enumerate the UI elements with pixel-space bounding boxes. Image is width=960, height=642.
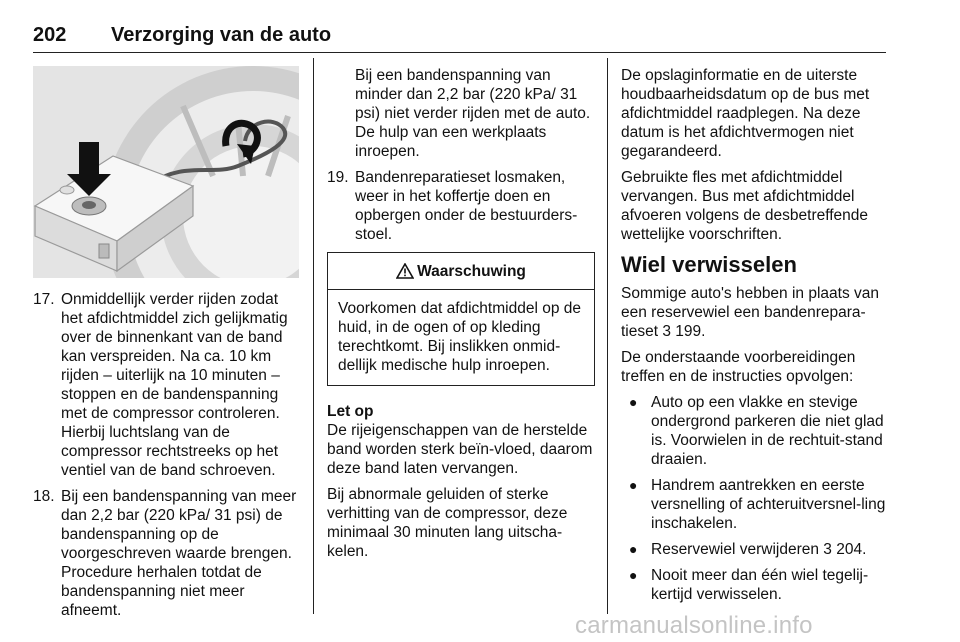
page-header [33,22,886,53]
warning-triangle-icon [396,263,414,279]
list-item [621,566,888,604]
warning-header [328,253,594,290]
column-divider [607,58,608,614]
note-title: Let op [327,403,374,420]
warning-title: Waarschuwing [417,262,526,280]
disposal-paragraph: Gebruikte fles met afdichtmiddel vervangen. Bus met afdichtmiddel afvoeren volgens de desbetreffende wettelijke voorschriften. [621,169,869,243]
step-19 [327,168,595,244]
step-number: 18. [33,488,55,505]
watermark: carmanualsonline.info [575,612,813,639]
column-middle [327,66,595,568]
step-number: 17. [33,291,55,308]
page-number: 202 [33,24,67,46]
step-18 [33,487,299,620]
warning-box [327,252,595,386]
step-text: Onmiddellijk verder rijden zodat het afdichtmiddel zich gelijkmatig over de binnenkant van de band kan verspreiden. Na ca. 10 km rijden – uiterlijk na 10 minuten – stoppen en de bandenspanning met de compressor controleren. Hierbij luchtslang van de compressor rechtstreeks op het ventiel van de band schroeven. [61,291,288,479]
step-17 [33,290,299,480]
list-item-text: Nooit meer dan één wiel tegelij-kertijd verwisselen. [651,567,869,603]
step-text: Bandenreparatieset losmaken, weer in het koffertje doen en opbergen onder de bestuurders-stoel. [355,169,578,243]
section-heading: Wiel verwisselen [621,252,797,277]
preparation-paragraph: De onderstaande voorbereidingen treffen en de instructies opvolgen: [621,349,856,385]
list-item [621,393,888,469]
compressor-illustration [33,66,299,278]
bullet-icon: ● [629,541,638,557]
bullet-icon: ● [629,394,638,410]
list-item [621,476,888,533]
column-right [621,66,888,611]
note-text: De rijeigenschappen van de herstelde band worden sterk beïn-vloed, daarom deze band laten vervangen. [327,422,593,477]
intro-paragraph: Sommige auto's hebben in plaats van een reservewiel een bandenrepara-tieset 3 199. [621,285,880,340]
step-number: 19. [327,169,349,186]
bullet-icon: ● [629,477,638,493]
step-text: Bij een bandenspanning van meer dan 2,2 bar (220 kPa/ 31 psi) de bandenspanning op de voorgeschreven waarde brengen. Procedure herhalen totdat de bandenspanning niet meer afneemt. [61,488,297,619]
list-item [621,540,888,559]
bullet-icon: ● [629,567,638,583]
list-item-text: Handrem aantrekken en eerste versnelling of achteruitversnel-ling inschakelen. [651,477,886,532]
column-divider [313,58,314,614]
page-title: Verzorging van de auto [111,24,332,46]
list-item-text: Auto op een vlakke en stevige ondergrond parkeren die niet glad is. Voorwielen in de rechtuit-stand draaien. [651,394,884,468]
list-item-text: Reservewiel verwijderen 3 204. [651,541,867,558]
warning-text: Voorkomen dat afdichtmiddel op de huid, in de ogen of op kleding terechtkomt. Bij inslikken onmid-dellijk medische hulp inroepen. [338,300,581,374]
step-18-continued: Bij een bandenspanning van minder dan 2,2 bar (220 kPa/ 31 psi) niet verder rijden met de auto. De hulp van een werkplaats inroepen. [355,67,591,160]
column-left [33,66,299,627]
storage-info-paragraph: De opslaginformatie en de uiterste houdbaarheidsdatum op de bus met afdichtmiddel raadplegen. Na deze datum is het afdichtvermogen niet gegarandeerd. [621,67,870,160]
compressor-noise-paragraph: Bij abnormale geluiden of sterke verhitting van de compressor, deze minimaal 30 minuten lang uitscha-kelen. [327,486,568,560]
